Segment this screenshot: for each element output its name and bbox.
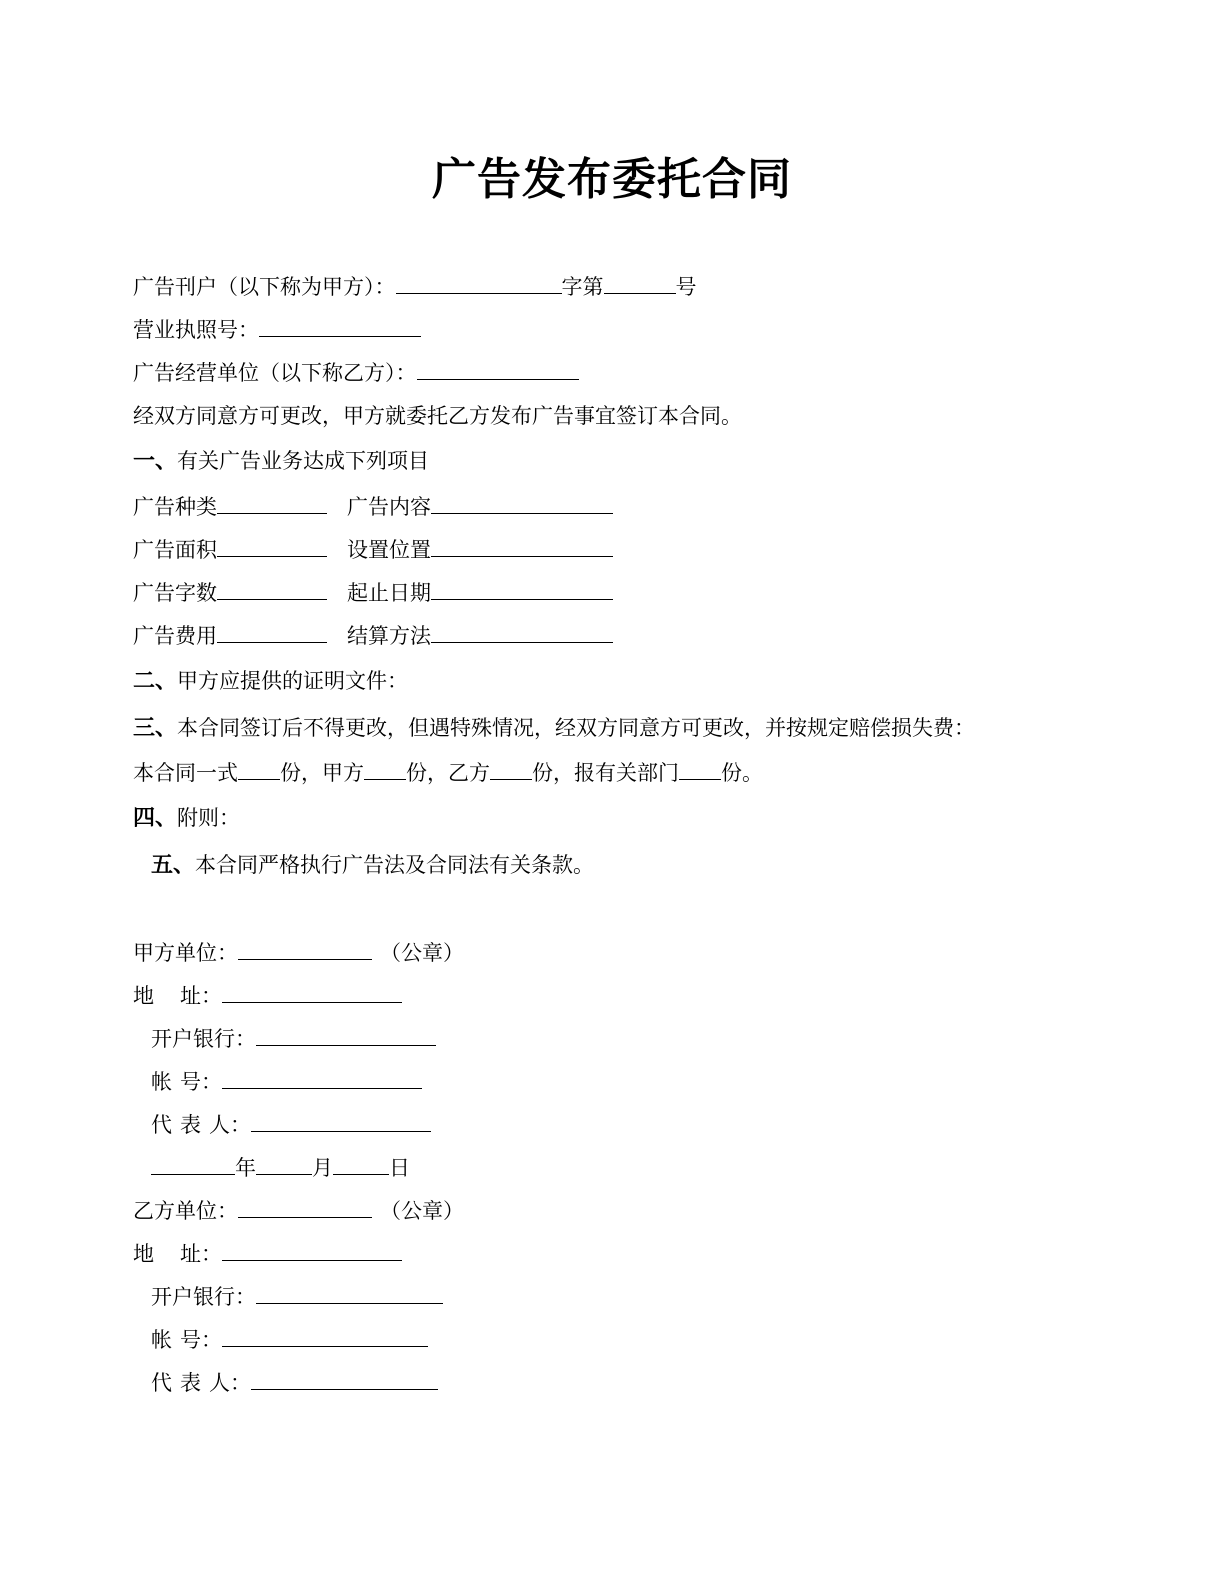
rep-label: 人： — [209, 1113, 251, 1137]
party-a-account-line — [151, 1067, 422, 1097]
section-5-text: 本合同严格执行广告法及合同法有关条款。 — [195, 853, 595, 877]
rep-label: 代 — [151, 1371, 172, 1395]
section-2-text: 甲方应提供的证明文件： — [177, 669, 409, 693]
section-4-num: 四、 — [133, 806, 178, 831]
section-3 — [133, 713, 975, 744]
item-label: 广告内容 — [347, 495, 431, 519]
item-label: 广告面积 — [133, 538, 217, 562]
party-a-bank-blank[interactable] — [256, 1025, 436, 1046]
number-blank[interactable] — [604, 273, 676, 294]
party-a-unit-blank[interactable] — [238, 939, 372, 960]
day-blank[interactable] — [333, 1154, 389, 1175]
account-label: 号： — [180, 1328, 222, 1352]
party-a-blank[interactable] — [396, 273, 562, 294]
rep-label: 表 — [180, 1113, 201, 1137]
party-a-address-line — [133, 981, 402, 1011]
party-b-account-blank[interactable] — [222, 1326, 428, 1347]
license-blank[interactable] — [259, 316, 421, 337]
party-a-unit-line — [133, 938, 464, 968]
party-b-blank[interactable] — [417, 359, 579, 380]
section-2-num: 二、 — [133, 669, 178, 694]
address-label: 址： — [180, 984, 222, 1008]
section-1-heading — [133, 446, 429, 477]
item-blank[interactable] — [217, 493, 327, 514]
party-a-address-blank[interactable] — [222, 982, 402, 1003]
document-title: 广告发布委托合同 — [432, 154, 792, 205]
party-b-rep-line — [151, 1368, 438, 1398]
party-b-address-line — [133, 1239, 402, 1269]
party-b-rep-blank[interactable] — [251, 1369, 438, 1390]
section-4 — [133, 803, 240, 834]
section-5-num: 五、 — [151, 853, 196, 878]
item-label: 广告字数 — [133, 581, 217, 605]
item-blank[interactable] — [217, 622, 327, 643]
copies-b-blank[interactable] — [490, 759, 532, 780]
copies-text: 份，报有关部门 — [532, 761, 679, 785]
license-label: 营业执照号： — [133, 318, 259, 342]
address-label: 地 — [133, 1242, 154, 1266]
item-row — [133, 492, 613, 522]
party-b-unit-label: 乙方单位： — [133, 1199, 238, 1223]
copies-text: 本合同一式 — [133, 761, 238, 785]
copies-total-blank[interactable] — [238, 759, 280, 780]
copies-text: 份。 — [721, 761, 763, 785]
party-b-unit-line — [133, 1196, 464, 1226]
party-b-seal: （公章） — [380, 1199, 464, 1223]
party-a-rep-line — [151, 1110, 431, 1140]
day-label: 日 — [389, 1156, 410, 1180]
copies-dept-blank[interactable] — [679, 759, 721, 780]
item-blank[interactable] — [431, 493, 613, 514]
item-blank[interactable] — [217, 536, 327, 557]
item-label: 广告费用 — [133, 624, 217, 648]
address-label: 地 — [133, 984, 154, 1008]
party-a-label: 广告刊户（以下称为甲方）： — [133, 275, 396, 299]
month-label: 月 — [312, 1156, 333, 1180]
party-b-line — [133, 358, 579, 388]
party-b-unit-blank[interactable] — [238, 1197, 372, 1218]
account-label: 帐 — [151, 1070, 172, 1094]
copies-line — [133, 758, 763, 788]
intro-text: 经双方同意方可更改，甲方就委托乙方发布广告事宜签订本合同。 — [133, 404, 742, 428]
item-row — [133, 535, 613, 565]
copies-text: 份，乙方 — [406, 761, 490, 785]
party-b-bank-line — [151, 1282, 443, 1312]
item-blank[interactable] — [217, 579, 327, 600]
license-line — [133, 315, 421, 345]
item-label: 结算方法 — [347, 624, 431, 648]
party-b-bank-blank[interactable] — [256, 1283, 443, 1304]
item-blank[interactable] — [431, 622, 613, 643]
party-a-date-line — [151, 1153, 410, 1183]
party-a-line — [133, 272, 697, 302]
section-1-num: 一、 — [133, 449, 178, 474]
item-label: 设置位置 — [347, 538, 431, 562]
party-a-bank-line — [151, 1024, 436, 1054]
party-a-account-blank[interactable] — [222, 1068, 422, 1089]
section-3-num: 三、 — [133, 716, 178, 741]
item-blank[interactable] — [431, 579, 613, 600]
section-1-title: 有关广告业务达成下列项目 — [177, 449, 430, 473]
item-row — [133, 578, 613, 608]
bank-label: 开户银行： — [151, 1285, 256, 1309]
rep-label: 代 — [151, 1113, 172, 1137]
section-2 — [133, 666, 408, 697]
year-blank[interactable] — [151, 1154, 235, 1175]
item-label: 广告种类 — [133, 495, 217, 519]
address-label: 址： — [180, 1242, 222, 1266]
year-label: 年 — [235, 1156, 256, 1180]
party-b-address-blank[interactable] — [222, 1240, 402, 1261]
section-3-text: 本合同签订后不得更改，但遇特殊情况，经双方同意方可更改，并按规定赔偿损失费： — [177, 716, 976, 740]
hao-label: 号 — [675, 275, 697, 299]
bank-label: 开户银行： — [151, 1027, 256, 1051]
item-row — [133, 621, 613, 651]
party-b-account-line — [151, 1325, 428, 1355]
party-a-rep-blank[interactable] — [251, 1111, 431, 1132]
account-label: 号： — [180, 1070, 222, 1094]
section-4-text: 附则： — [177, 806, 241, 830]
rep-label: 表 — [180, 1371, 201, 1395]
party-a-unit-label: 甲方单位： — [133, 941, 238, 965]
month-blank[interactable] — [256, 1154, 312, 1175]
rep-label: 人： — [209, 1371, 251, 1395]
zi-di-label: 字第 — [561, 275, 604, 299]
copies-a-blank[interactable] — [364, 759, 406, 780]
section-5 — [151, 850, 594, 881]
party-a-seal: （公章） — [380, 941, 464, 965]
item-label: 起止日期 — [347, 581, 431, 605]
account-label: 帐 — [151, 1328, 172, 1352]
party-b-label: 广告经营单位（以下称乙方）： — [133, 361, 417, 385]
item-blank[interactable] — [431, 536, 613, 557]
copies-text: 份，甲方 — [280, 761, 364, 785]
